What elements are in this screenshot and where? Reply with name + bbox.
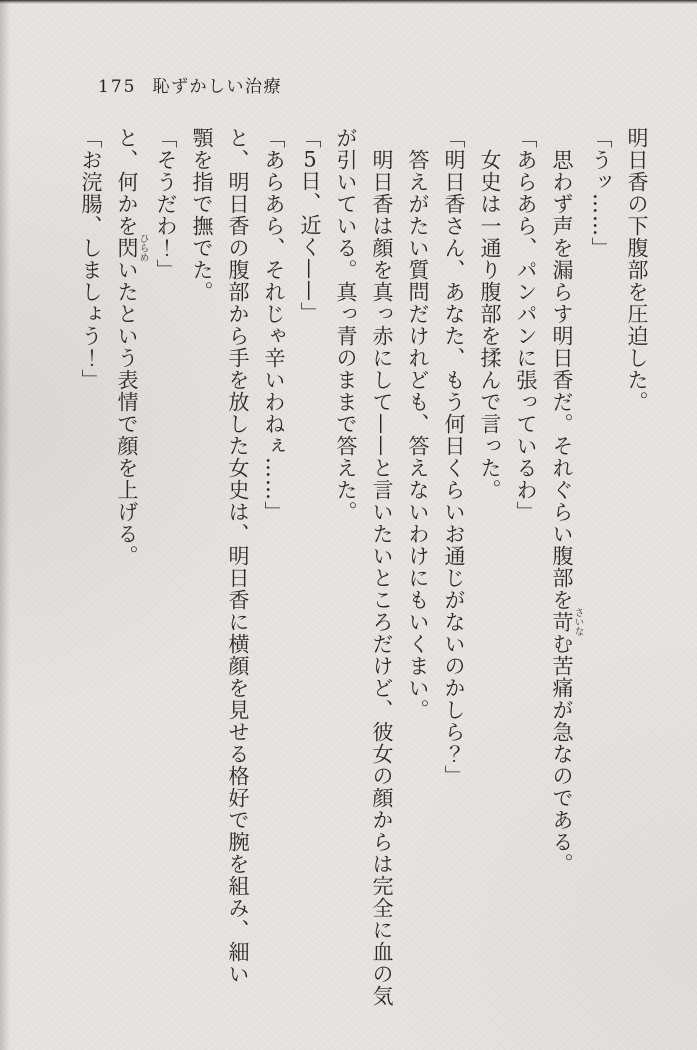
text-line: 「そうだわ！」 [154,127,178,281]
text-line: 「あらあら、パンパンに張っているわ」 [514,127,538,523]
text-line: と、明日香の腹部から手を放した女史は、明日香に横顔を見せる格好で腕を組み、細い [226,127,250,985]
text-line: 明日香の下腹部を圧迫した。 [625,127,649,413]
text-line: 「うッ……」 [589,127,613,259]
text-line: 答えがたい質問だけれども、答えないわけにもいくまい。 [406,127,430,721]
text-line: 「明日香さん、あなた、もう何日くらいお通じがないのかしら？」 [442,127,466,787]
running-head [98,72,282,97]
text-line: 明日香は顔を真っ赤にして——と言いたいところだけど、彼女の顔からは完全に血の気 [370,127,394,1007]
running-title: 恥ずかしい治療 [152,77,282,97]
text-line: 女史は一通り腹部を揉んで言った。 [478,127,502,501]
text-line: 「あらあら、それじゃ辛いわねぇ……」 [262,127,286,523]
text-line: と、何かを閃ひらめいたという表情で顔を上げる。 [115,127,149,567]
text-line: 「お浣腸、しましょう！」 [79,127,103,391]
text-line: が引いている。真っ青のままで答えた。 [334,127,358,523]
body-text [73,127,655,1015]
text-line: 顎を指で撫でた。 [190,127,214,303]
text-line: 思わず声を漏らす明日香だ。それぐらい腹部を苛さいなむ苦痛が急なのである。 [550,127,584,875]
scan-edge-left [0,0,10,1050]
page-number: 175 [98,77,137,97]
scan-edge-top [0,0,697,4]
text-line: 「5日、近く——」 [298,127,322,324]
